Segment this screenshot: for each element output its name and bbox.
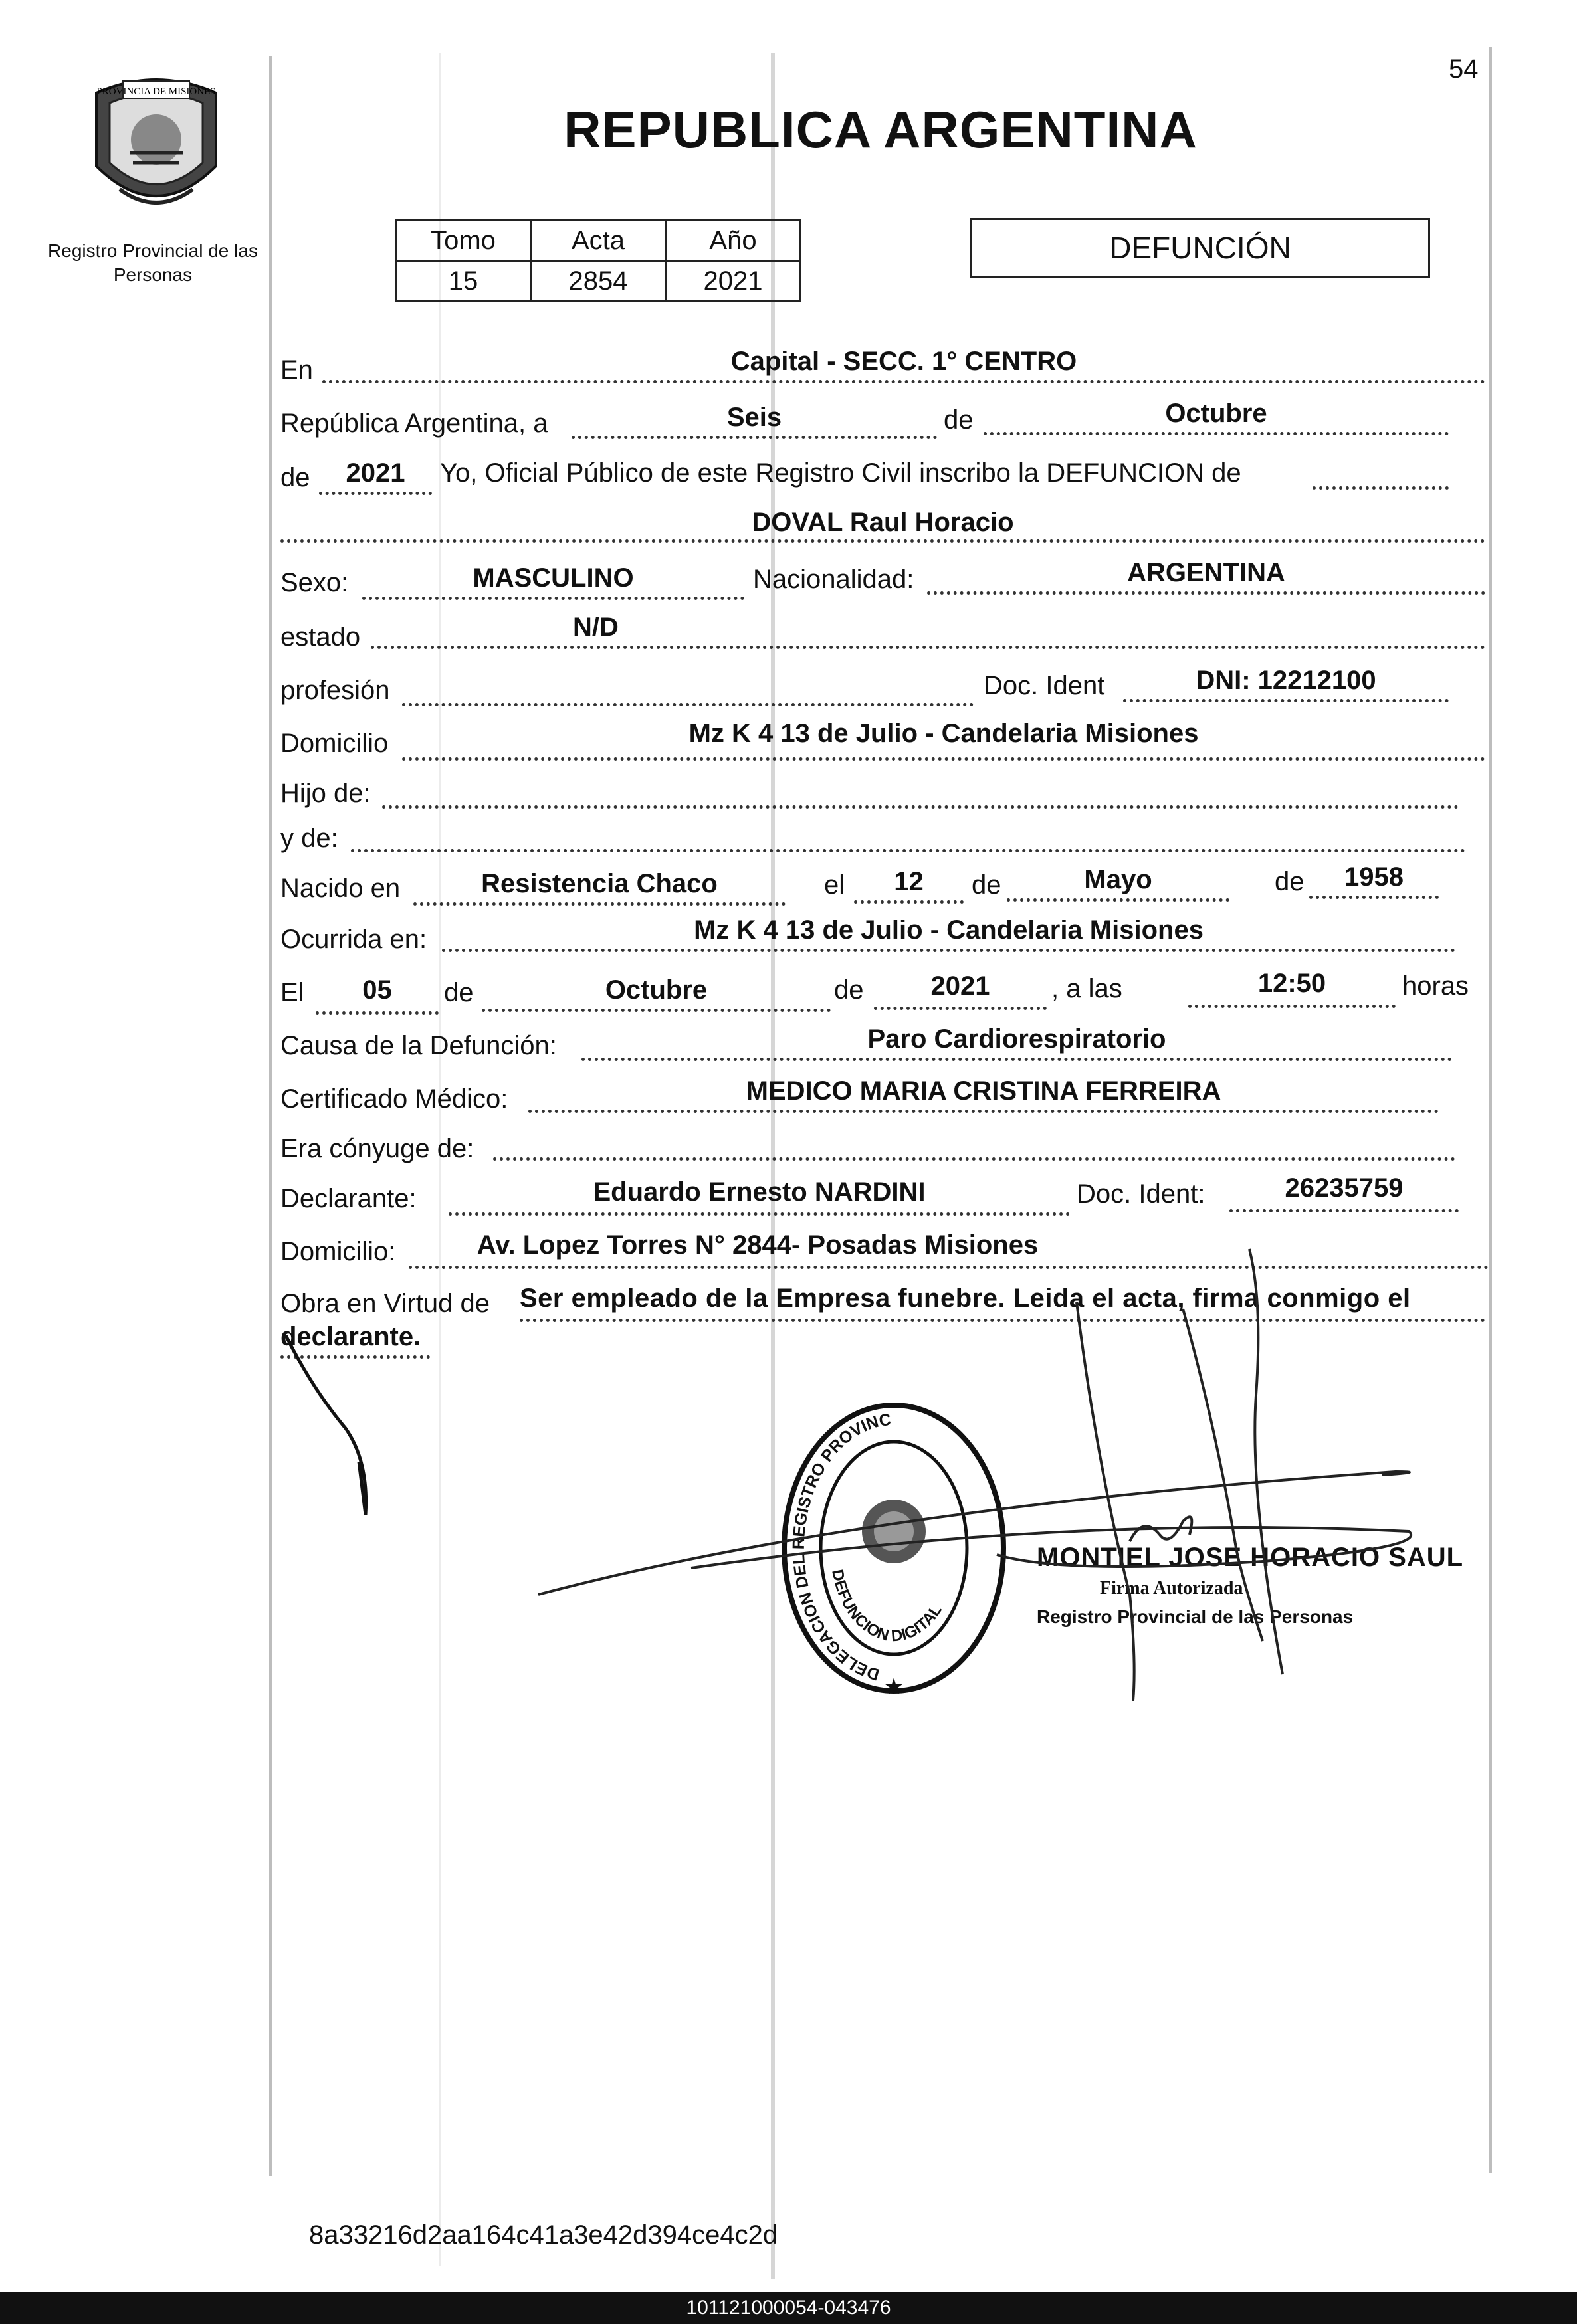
ocurrida-label: Ocurrida en: (280, 925, 427, 954)
ocurrida-line (442, 949, 1455, 952)
emblem-top-text: PROVINCIA DE MISIONES (96, 86, 216, 97)
ano-form-value: 2021 (346, 458, 405, 488)
acta-header: Acta (531, 221, 666, 261)
acta-value: 2854 (531, 261, 666, 302)
obra-line-1 (520, 1319, 1485, 1322)
scan-line (269, 56, 272, 2176)
scan-line (771, 53, 775, 2279)
ano-header: Año (666, 221, 801, 261)
hijo-line (382, 805, 1459, 809)
domicilio-line (402, 757, 1485, 761)
nacido-line (413, 902, 786, 906)
conyuge-line (493, 1157, 1455, 1161)
causa-value: Paro Cardiorespiratorio (867, 1024, 1166, 1054)
tomo-value: 15 (396, 261, 531, 302)
domicilio-label: Domicilio (280, 729, 389, 758)
tomo-header: Tomo (396, 221, 531, 261)
registro-seal (778, 1399, 1010, 1704)
registro-stamp: Registro Provincial de las Personas (1037, 1606, 1354, 1627)
footer-code-bar: 101121000054-043476 (0, 2292, 1577, 2324)
hijo-label: Hijo de: (280, 779, 371, 808)
mes-value: Octubre (1165, 399, 1267, 428)
en-value: Capital - SECC. 1° CENTRO (730, 347, 1077, 376)
hora-line (1188, 1005, 1396, 1008)
doc-ident-value: DNI: 12212100 (1196, 666, 1376, 695)
nac-ano-value: 1958 (1344, 862, 1404, 892)
tomo-acta-ano-table (395, 219, 801, 302)
doc-ident-label: Doc. Ident (984, 671, 1105, 700)
republica-label: República Argentina, a (280, 409, 548, 438)
de-label: de (944, 405, 974, 435)
ocurrida-value: Mz K 4 13 de Julio - Candelaria Misiones (694, 916, 1204, 945)
page-number: 54 (1449, 54, 1479, 84)
def-mes-value: Octubre (605, 975, 708, 1005)
domicilio2-line (409, 1266, 1489, 1269)
official-signature-loop (1130, 1517, 1192, 1541)
svg-text:★: ★ (883, 1674, 904, 1699)
official-signature-stroke-3 (1077, 1302, 1134, 1701)
def-ano-value: 2021 (930, 971, 990, 1001)
hora-value: 12:50 (1257, 969, 1326, 998)
sexo-label: Sexo: (280, 568, 349, 597)
profesion-line (402, 703, 974, 706)
certificado-value: MEDICO MARIA CRISTINA FERREIRA (746, 1076, 1221, 1106)
scan-line (1489, 47, 1492, 2173)
mes-line (984, 432, 1449, 435)
obra-label: Obra en Virtud de (280, 1289, 490, 1318)
en-line (322, 380, 1485, 383)
declarante-value: Eduardo Ernesto NARDINI (593, 1177, 926, 1207)
doc-ident-line (1123, 699, 1449, 702)
declarante-line (449, 1212, 1070, 1216)
nac-ano-line (1309, 896, 1439, 899)
obra-value-1: Ser empleado de la Empresa funebre. Leida el acta, firma conmigo el (520, 1284, 1411, 1313)
estado-line (371, 646, 1485, 649)
declarante-label: Declarante: (280, 1184, 417, 1213)
profesion-label: profesión (280, 676, 390, 705)
nac-dia-value: 12 (894, 867, 924, 896)
def-mes-line (482, 1009, 831, 1012)
def-de2-label: de (834, 975, 864, 1005)
causa-line (581, 1058, 1452, 1061)
dia-value: Seis (726, 403, 782, 432)
def-ano-line (874, 1007, 1047, 1010)
ano-value: 2021 (666, 261, 801, 302)
el2-label: El (280, 978, 304, 1007)
nombre-line (280, 539, 1485, 543)
nac-de2-label: de (1275, 867, 1305, 896)
nacionalidad-line (927, 591, 1485, 595)
nac-de1-label: de (972, 870, 1001, 900)
conyuge-label: Era cónyuge de: (280, 1134, 474, 1163)
nac-mes-line (1007, 898, 1229, 902)
nacido-value: Resistencia Chaco (481, 869, 718, 898)
document-hash: 8a33216d2aa164c41a3e42d394ce4c2d (309, 2220, 778, 2250)
official-name-stamp: MONTIEL JOSE HORACIO SAUL (1037, 1543, 1464, 1572)
certificado-line (528, 1110, 1439, 1113)
domicilio-value: Mz K 4 13 de Julio - Candelaria Misiones (688, 719, 1199, 748)
nac-dia-line (854, 900, 964, 904)
alas-label: , a las (1051, 974, 1122, 1003)
seal-outer-text: DELEGACION DEL REGISTRO PROVINC (789, 1410, 893, 1684)
def-dia-line (316, 1011, 439, 1015)
doc2-line (1229, 1209, 1459, 1212)
estado-value: N/D (573, 613, 619, 642)
nombre-value: DOVAL Raul Horacio (752, 508, 1014, 537)
seal-inner-text: DEFUNCION DIGITAL (828, 1567, 946, 1646)
declarante-signature (286, 1335, 366, 1515)
ano-line (319, 492, 432, 495)
en-label: En (280, 355, 313, 385)
acta-type-box: DEFUNCIÓN (970, 218, 1430, 278)
horas-label: horas (1402, 971, 1469, 1001)
obra-value-2: declarante. (280, 1322, 421, 1351)
def-de1-label: de (444, 978, 474, 1007)
nac-mes-value: Mayo (1084, 865, 1152, 894)
el-label: el (824, 870, 845, 900)
inscripcion-text: Yo, Oficial Público de este Registro Civil inscribo la DEFUNCION de (440, 458, 1241, 488)
inscripcion-line (1313, 486, 1449, 490)
sexo-line (362, 597, 744, 600)
doc2-label: Doc. Ident: (1077, 1179, 1206, 1209)
domicilio2-label: Domicilio: (280, 1237, 396, 1266)
estado-label: estado (280, 623, 361, 652)
domicilio2-value: Av. Lopez Torres N° 2844- Posadas Misiones (476, 1230, 1039, 1260)
obra-line-2 (280, 1355, 430, 1359)
yde-label: y de: (280, 824, 338, 853)
doc2-value: 26235759 (1285, 1173, 1404, 1203)
nacionalidad-label: Nacionalidad: (753, 565, 914, 594)
certificado-label: Certificado Médico: (280, 1084, 508, 1114)
provincia-emblem (83, 66, 229, 226)
page-title: REPUBLICA ARGENTINA (564, 100, 1198, 159)
registro-label: Registro Provincial de las Personas (48, 241, 258, 286)
nacido-label: Nacido en (280, 874, 401, 903)
def-dia-value: 05 (362, 975, 392, 1005)
dia-line (572, 436, 937, 439)
de2-label: de (280, 463, 310, 492)
sexo-value: MASCULINO (473, 563, 634, 593)
svg-text:DEFUNCION DIGITAL (828, 1568, 946, 1646)
firma-autorizada-stamp: Firma Autorizada (1100, 1578, 1243, 1598)
nacionalidad-value: ARGENTINA (1127, 558, 1285, 587)
causa-label: Causa de la Defunción: (280, 1031, 557, 1060)
yde-line (351, 849, 1465, 852)
